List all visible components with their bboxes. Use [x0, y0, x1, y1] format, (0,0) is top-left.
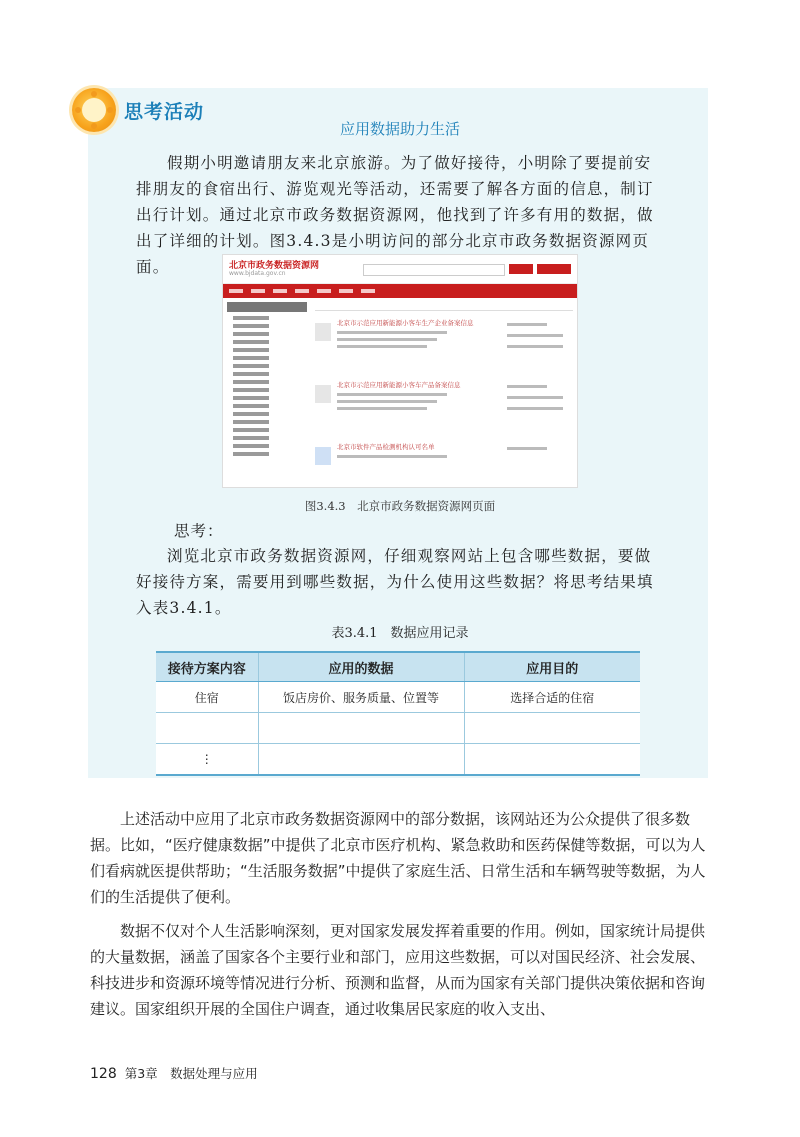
data-application-table — [156, 651, 640, 776]
figure-caption: 图3.4.3 北京市政务数据资源网页面 — [304, 499, 496, 513]
screenshot-card-title: 北京市示范应用新能源小客车生产企业备案信息 — [337, 319, 474, 327]
screenshot-advanced-button — [537, 264, 571, 274]
table-cell: ⋮ — [156, 744, 258, 776]
screenshot-url: www.bjdata.gov.cn — [229, 270, 286, 277]
table-row — [156, 682, 640, 713]
table-cell — [464, 744, 640, 776]
screenshot-main — [307, 302, 573, 488]
table-header-cell: 应用目的 — [464, 652, 640, 682]
table-header-cell: 应用的数据 — [258, 652, 464, 682]
screenshot-card — [315, 377, 573, 433]
table-cell — [156, 713, 258, 744]
screenshot-body — [223, 298, 577, 488]
table-header-row — [156, 652, 640, 682]
screenshot-search-button — [509, 264, 533, 274]
activity-title: 应用数据助力生活 — [339, 120, 460, 138]
screenshot-header — [223, 255, 577, 284]
screenshot-nav-bar — [223, 284, 577, 298]
chapter-title: 第3章 数据处理与应用 — [124, 1066, 258, 1081]
body-text — [90, 806, 710, 1030]
table-header-cell: 接待方案内容 — [156, 652, 258, 682]
page-footer — [90, 1064, 258, 1082]
screenshot-card-title: 北京市软件产品检测机构认可名单 — [337, 443, 435, 451]
body-paragraph: 上述活动中应用了北京市政务数据资源网中的部分数据，该网站还为公众提供了很多数据。比如，“医疗健康数据”中提供了北京市医疗机构、紧急救助和医药保健等数据，可以为人们看病就医提供帮助；“生活服务数据”中提供了家庭生活、日常生活和车辆驾驶等数据，为人们的生活提供了便利。 — [90, 810, 706, 906]
screenshot-card — [315, 439, 573, 488]
screenshot-site-name: 北京市政务数据资源网 — [229, 261, 320, 271]
table-cell: 选择合适的住宿 — [464, 682, 640, 713]
screenshot-sidebar — [227, 302, 307, 488]
page-number: 128 — [90, 1066, 117, 1082]
table-cell — [464, 713, 640, 744]
thinking-text: 浏览北京市政务数据资源网，仔细观察网站上包含哪些数据，要做好接待方案，需要用到哪些数据，为什么使用这些数据？将思考结果填入表3.4.1。 — [136, 547, 654, 617]
website-screenshot — [222, 254, 578, 488]
table-cell: 饭店房价、服务质量、位置等 — [258, 682, 464, 713]
thinking-paragraph — [136, 543, 666, 621]
table-cell: 住宿 — [156, 682, 258, 713]
table-title: 表3.4.1 数据应用记录 — [331, 626, 469, 641]
activity-header-label: 思考活动 — [124, 100, 205, 123]
screenshot-card — [315, 315, 573, 371]
table-cell — [258, 744, 464, 776]
thinking-label: 思考： — [174, 522, 224, 540]
screenshot-search-box — [363, 264, 505, 276]
intro-text: 假期小明邀请朋友来北京旅游。为了做好接待，小明除了要提前安排朋友的食宿出行、游览观光等活动，还需要了解各方面的信息，制订出行计划。通过北京市政务数据资源网，他找到了许多有用的数据，做出了详细的计划。图3.4.3是小明访问的部分北京市政务数据资源网页面。 — [136, 154, 654, 276]
table-cell — [258, 713, 464, 744]
screenshot-card-title: 北京市示范应用新能源小客车产品备案信息 — [337, 381, 461, 389]
table-row — [156, 713, 640, 744]
body-paragraph: 数据不仅对个人生活影响深刻，更对国家发展发挥着重要的作用。例如，国家统计局提供的大量数据，涵盖了国家各个主要行业和部门，应用这些数据，可以对国民经济、社会发展、科技进步和资源环境等情况进行分析、预测和监督，从而为国家有关部门提供决策依据和咨询建议。国家组织开展的全国住户调查，通过收集居民家庭的收入支出、 — [90, 922, 706, 1018]
table-row — [156, 744, 640, 776]
